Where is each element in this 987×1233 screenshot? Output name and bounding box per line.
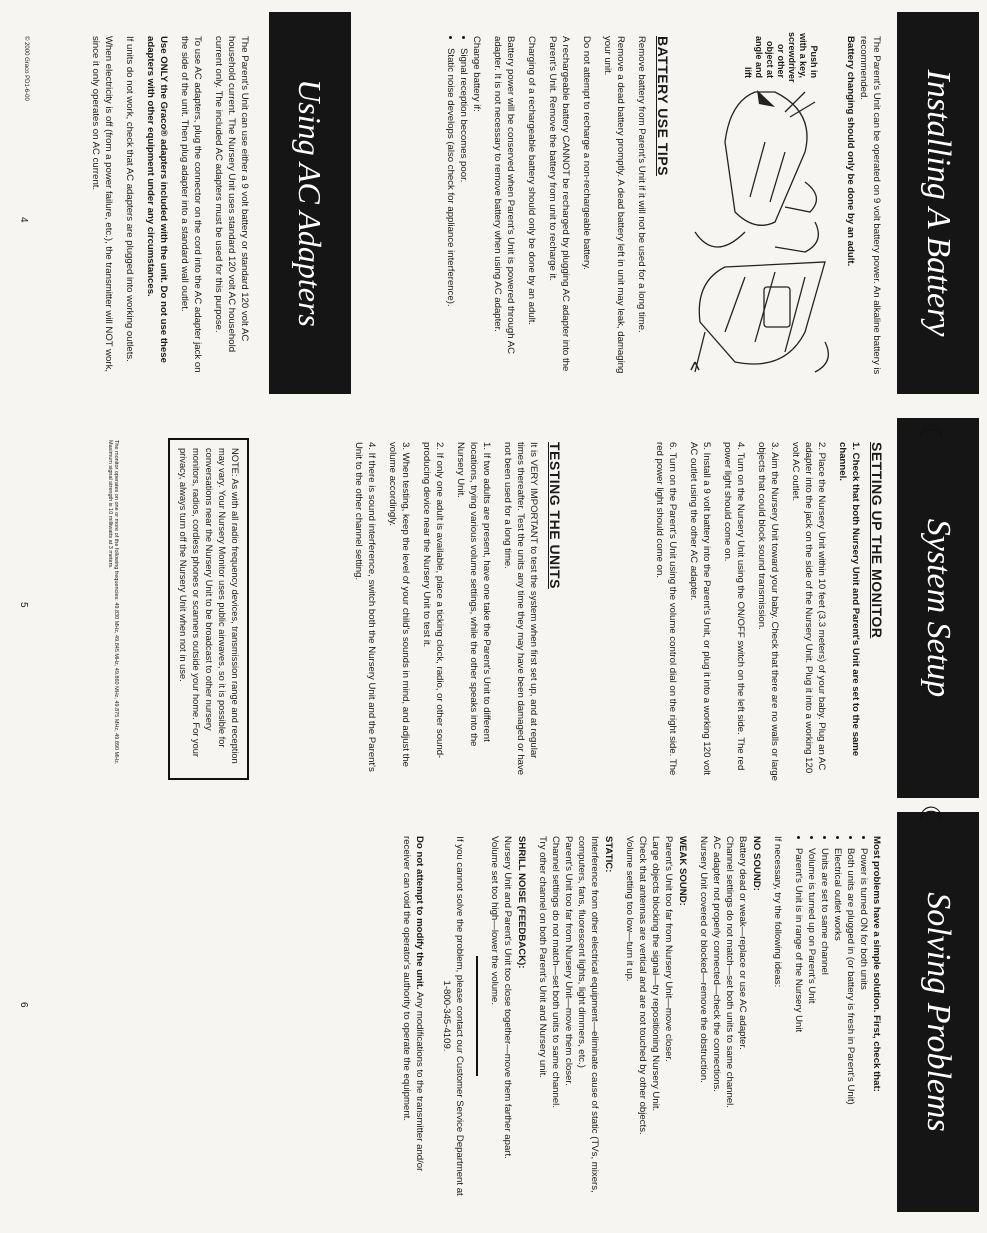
privacy-note-box: [168, 438, 249, 780]
if-necessary-text: If necessary, try the following ideas:: [772, 836, 783, 988]
privacy-note: NOTE: As with all radio frequency devices, transmission range and reception may vary. Your Nursery Monitor uses public airwaves, so it is possible for conversations near the Nursery Unit to be broadcast to other nursery monitors, radios, cordless phones or scanners outside your home. For your privacy, always turn off the Nursery Unit when not in use.: [178, 448, 240, 764]
setup-step: 2. Place the Nursery Unit within 10 feet (3.3 meters) of your baby. Plug an AC adapter into the jack on the side of the Nursery Unit. Plug it into a working 120 volt AC outlet.: [790, 442, 827, 774]
modification-warning-bold: Do not attempt to modify the unit.: [414, 836, 425, 990]
punch-hole-mark-icon: ☾: [912, 422, 947, 449]
installing-battery-banner: [897, 12, 979, 394]
ac-paragraph: When electricity is off (from a power failure, etc.), the transmitter will NOT work, since it only operates on AC current.: [90, 36, 114, 373]
setup-step: 5. Install a 9 volt battery into the Parent's Unit, or plug it into a working 120 volt AC outlet using the other AC adapter.: [688, 442, 712, 775]
check-item: • Units are set to same channel: [818, 848, 831, 1196]
change-battery-item: • Static noise develops (also check for appliance interference).: [444, 48, 457, 378]
check-item: • Both units are plugged in (or battery is fresh in Parent's Unit): [844, 848, 857, 1196]
modification-warning: [400, 836, 426, 1196]
ac-adapters-title: Using AC Adapters: [292, 79, 329, 327]
battery-tip: Remove a dead battery promptly. A dead battery left in unit may leak, damaging your unit.: [602, 36, 626, 374]
battery-use-tips: [436, 36, 669, 378]
testing-heading: TESTING THE UNITS: [547, 442, 563, 589]
check-list: [792, 836, 870, 1196]
problem-line: Volume set too high—lower the volume.: [489, 836, 500, 1006]
frequency-fine-print: [107, 440, 119, 780]
ac-paragraph: To use AC adapters, plug the connector on the cord into the AC adapter jack on the side of the unit. Then plug adapter into a standard wall outlet.: [179, 36, 203, 373]
battery-tip: Remove battery from Parent's Unit if it will not be used for a long time.: [636, 36, 647, 333]
problem-line: Nursery Unit and Parent's Unit too close together—move them farther apart.: [502, 836, 513, 1159]
panel-installing-battery: [0, 12, 987, 394]
fine-print-line: The monitor operates on one or more of the following frequencies: 49.830 MHz, 49.845 MHz, 49.860 MHz, 49.875 MHz, 49.890 MHz.: [113, 440, 119, 765]
problem-line: Try other channel on both Parent's Unit and Nursery unit.: [537, 836, 548, 1078]
section-divider: [476, 956, 478, 1076]
solving-problems-banner: [897, 812, 979, 1212]
setup-heading: SETTING UP THE MONITOR: [869, 442, 885, 639]
hand-opening-battery-icon: [685, 32, 845, 382]
testing-section: [344, 442, 561, 782]
ac-adapters-banner: [269, 12, 351, 394]
problem-shrill-noise: [488, 836, 528, 1196]
panel-solving-problems: [0, 804, 987, 1212]
setup-step: 1. Check that both Nursery Unit and Parent's Unit are set to the same channel.: [837, 442, 861, 757]
copyright-line: © 2000 Graco PD1-6-00: [23, 36, 29, 101]
customer-service-contact: If you cannot solve the problem, please contact our Customer Service Department at 1-800-345-4109.: [441, 836, 465, 1196]
problem-heading: STATIC:: [603, 836, 614, 873]
setup-monitor-section: [645, 442, 883, 782]
check-item: • Power is turned ON for both units: [857, 848, 870, 1196]
ac-paragraph: If units do not work, check that AC adapters are plugged into working outlets.: [124, 36, 135, 362]
ac-paragraph: The Parent's Unit can use either a 9 volt battery or standard 120 volt AC household current. The Nursery Unit uses standard 120 volt AC household current only. The included AC adapters must be used for this purpose.: [213, 36, 250, 353]
troubleshoot-intro: Most problems have a simple solution. First, check that:: [871, 836, 882, 1092]
page-number-5: 5: [18, 602, 29, 608]
setup-step: 4. Turn on the Nursery Unit using the ON/OFF switch on the left side. The red power light should come on.: [722, 442, 746, 771]
ac-adapters-text: [81, 36, 251, 378]
testing-paragraph: It is VERY IMPORTANT to test the system when first set up, and at regular times thereafter. Test the units any time they may have been damaged or have not been used for a long time.: [502, 442, 539, 776]
problem-no-sound: [697, 836, 763, 1196]
panel-system-setup: [0, 418, 987, 798]
check-item: • Volume is turned up on Parent's Unit: [805, 848, 818, 1196]
modification-warning-text: Any modifications to the transmitter and/or receiver can void the operator's authority to operate the equipment.: [401, 836, 425, 1172]
problem-line: Parent's Unit too far from Nursery Unit—move them closer.: [563, 836, 574, 1086]
problem-heading: NO SOUND:: [751, 836, 762, 891]
battery-adult-warning: Battery changing should only be done by an adult.: [845, 36, 856, 267]
problem-line: Interference from other electrical equipment—eliminate cause of static (TVs, mixers, computers, fans, fluorescent lights, light dimmers, etc.): [576, 836, 600, 1193]
battery-tips-heading: BATTERY USE TIPS: [655, 36, 671, 176]
push-label: Push in with a key, screwdriver or other object at angle and lift: [743, 32, 819, 83]
battery-tip: Do not attempt to recharge a non-rechargeable battery.: [581, 36, 592, 270]
setup-step: 3. Aim the Nursery Unit toward your baby. Check that there are no walls or large objects that could block sound transmission.: [756, 442, 780, 781]
check-item: • Parent's Unit is in range of the Nursery Unit: [792, 848, 805, 1196]
change-battery-heading: Change battery if:: [471, 36, 482, 112]
check-item: • Electrical outlet works: [831, 848, 844, 1196]
solving-problems-title: Solving Problems: [920, 892, 957, 1132]
change-battery-item: • Signal reception becomes poor.: [457, 48, 470, 378]
system-setup-title: System Setup: [920, 518, 957, 698]
page-number-6: 6: [18, 1002, 29, 1008]
problem-line: Channel settings do not match—set both units to same channel.: [550, 836, 561, 1108]
battery-illustration: [685, 32, 845, 382]
problem-line: Nursery Unit covered or blocked—remove the obstruction.: [698, 836, 709, 1083]
testing-paragraph: 4. If there is sound interference, switch both the Nursery Unit and the Parent's Unit to the other channel setting.: [353, 442, 377, 772]
troubleshooting-section: [392, 836, 883, 1196]
problem-line: Volume setting too low—turn it up.: [624, 836, 635, 982]
page-number-4: 4: [18, 217, 29, 223]
problem-heading: WEAK SOUND:: [677, 836, 688, 906]
battery-tip: Battery power will be conserved when Parent's Unit is powered through AC adapter. It is not necessary to remove battery when using AC adapter.: [492, 36, 516, 355]
battery-tip: Charging of a rechargeable battery should only be done by an adult.: [526, 36, 537, 326]
problem-line: Battery dead or weak—replace or use AC adapter.: [737, 836, 748, 1050]
testing-paragraph: 3. When testing, keep the level of your child's sounds in mind, and adjust the volume accordingly.: [387, 442, 411, 768]
battery-tip: A rechargeable battery CANNOT be recharged by plugging AC adapter into the Parent's Unit. Remove the battery from unit to recharge it.: [547, 36, 571, 372]
punch-hole-mark-icon: ☾: [912, 804, 947, 831]
problem-line: AC adapter not properly connected—check the connections.: [711, 836, 722, 1092]
problem-static: [536, 836, 615, 1196]
problem-heading: SHRILL NOISE (FEEDBACK):: [516, 836, 527, 969]
setup-step: 6. Turn on the Parent's Unit using the volume control dial on the right side. The red power light should come on.: [654, 442, 678, 776]
problem-weak-sound: [623, 836, 689, 1196]
ac-paragraph-bold: Use ONLY the Graco® adapters included with the unit. Do not use these adapters with other equipment under any circumstances.: [145, 36, 169, 363]
installing-battery-title: Installing A Battery: [920, 69, 957, 337]
testing-paragraph: 2. If only one adult is available, place a ticking clock, radio, or other sound-producing device near the Nursery Unit to test it.: [421, 442, 445, 759]
system-setup-banner: [897, 418, 979, 798]
problem-line: Check that antennas are vertical and are not touched by other objects.: [637, 836, 648, 1135]
change-battery-list: [444, 36, 470, 378]
problem-line: Parent's Unit too far from Nursery Unit—move closer.: [663, 836, 674, 1062]
problem-line: Channel settings do not match—set both units to same channel.: [724, 836, 735, 1108]
battery-intro-text: The Parent's Unit can be operated on 9 volt battery power. An alkaline battery is recommended.: [858, 36, 882, 375]
fine-print-line: Maximum signal strength is 10 milliwatts at 3 meters.: [107, 440, 113, 569]
testing-paragraph: 1. If two adults are present, have one take the Parent's Unit to different locations, trying various volume settings, while the other speaks into the Nursery Unit.: [455, 442, 492, 747]
problem-line: Large objects blocking the signal—try repositioning Nursery Unit.: [650, 836, 661, 1112]
